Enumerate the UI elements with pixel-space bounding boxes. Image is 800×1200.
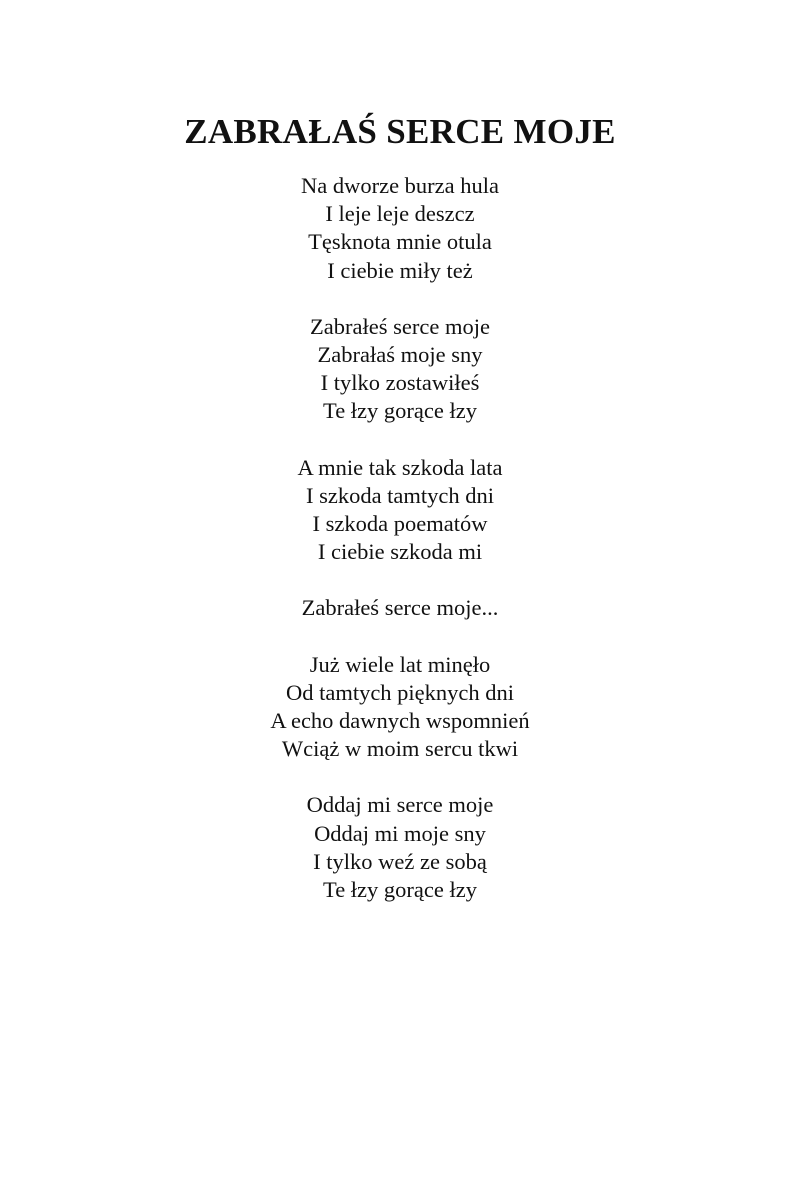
poem-line: A mnie tak szkoda lata (297, 454, 503, 480)
poem-line: I ciebie miły też (327, 257, 473, 283)
poem-line: Zabrałeś serce moje... (301, 595, 499, 621)
poem-line: I leje leje deszcz (325, 201, 475, 227)
poem-line: A echo dawnych wspomnień (270, 708, 530, 734)
stanza-6 (0, 791, 800, 904)
poem-line: I tylko weź ze sobą (313, 848, 487, 874)
poem-line: I szkoda tamtych dni (305, 482, 495, 508)
poem-line: Już wiele lat minęło (309, 651, 491, 677)
poem-line: Od tamtych pięknych dni (285, 679, 515, 705)
stanza-4-refrain (0, 594, 800, 622)
poem-line: Te łzy gorące łzy (323, 398, 477, 424)
poem-line: Na dworze burza hula (300, 173, 500, 198)
poem-line: Oddaj mi serce moje (306, 792, 494, 818)
stanza-3 (0, 454, 800, 567)
poem-line: Te łzy gorące łzy (323, 877, 477, 903)
poem-line: Wciąż w moim sercu tkwi (281, 736, 519, 762)
stanza-1 (0, 172, 800, 285)
stanza-5 (0, 651, 800, 764)
poem-line: Zabrałaś moje sny (317, 342, 483, 368)
poem-line: I szkoda poematów (312, 511, 488, 537)
poem-line: I ciebie szkoda mi (317, 539, 483, 565)
poem-line: Oddaj mi moje sny (314, 820, 486, 846)
stanza-2 (0, 313, 800, 426)
poem-body (0, 172, 800, 932)
poem-line: Tęsknota mnie otula (308, 229, 492, 255)
poem-line: I tylko zostawiłeś (320, 370, 480, 396)
poem-title: ZABRAŁAŚ SERCE MOJE (184, 112, 616, 151)
poem-line: Zabrałeś serce moje (310, 313, 490, 339)
